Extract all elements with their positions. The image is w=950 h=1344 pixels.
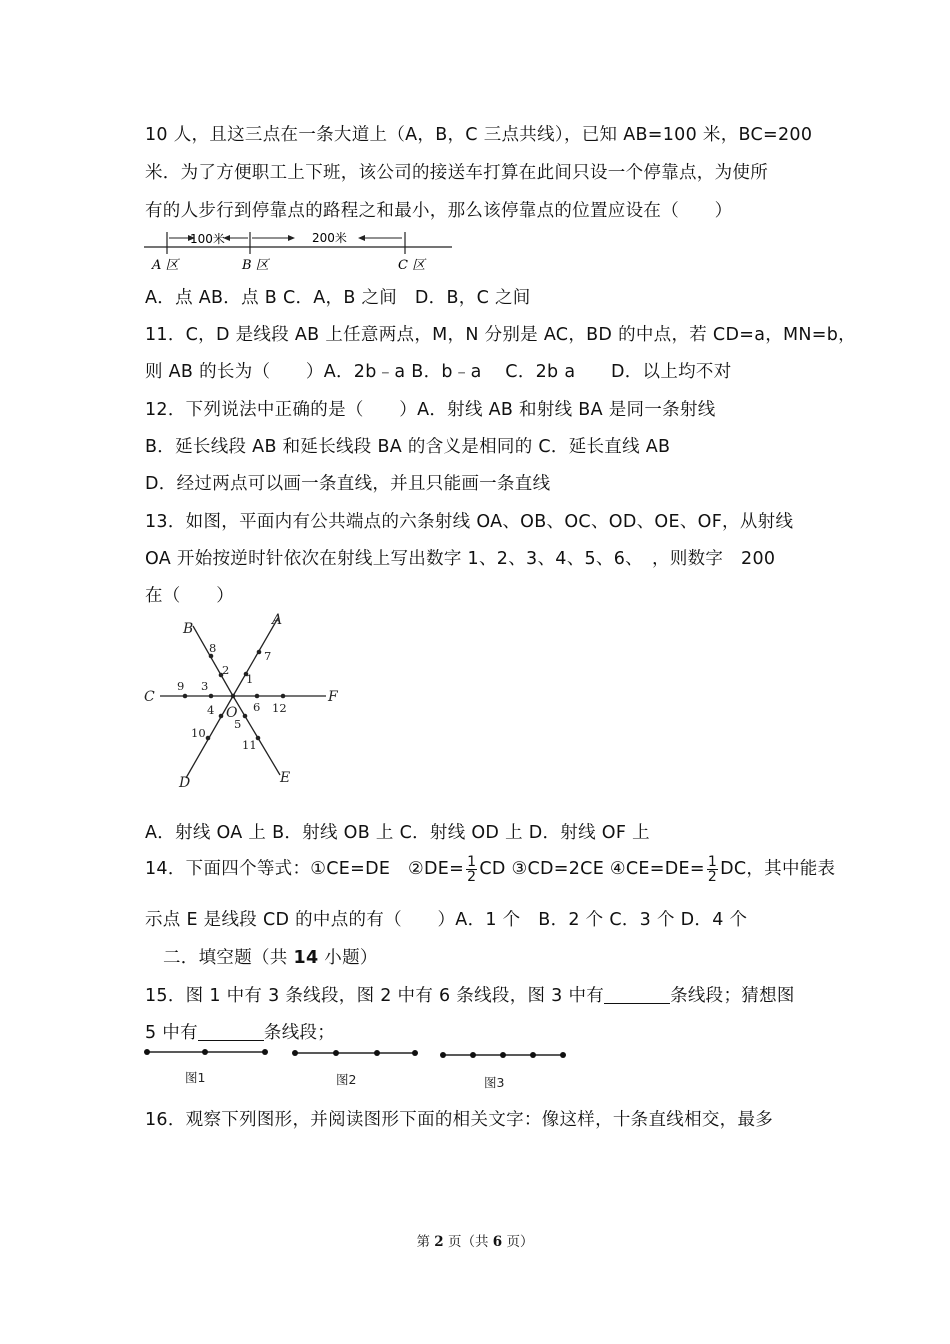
- text-line-3: 有的人步行到停靠点的路程之和最小，那么该停靠点的位置应设在（ ）: [145, 201, 733, 221]
- page-footer: [0, 1230, 950, 1250]
- label-a-zone: A 区: [152, 258, 179, 273]
- q15-text-a: 15．图 1 中有 3 条线段，图 2 中有 6 条线段，图 3 中有: [145, 986, 605, 1006]
- label-a: A: [272, 612, 283, 628]
- footer-page-number: 2: [434, 1234, 444, 1250]
- caption-fig2: 图2: [336, 1072, 357, 1087]
- num-9: 9: [177, 679, 185, 693]
- q12-line-2: B．延长线段 AB 和延长线段 BA 的含义是相同的 C．延长直线 AB: [145, 437, 671, 457]
- num-1: 1: [246, 672, 254, 686]
- section-suffix: 小题）: [318, 948, 378, 968]
- section-prefix: 二．填空题（共: [163, 948, 294, 968]
- label-e: E: [280, 770, 291, 786]
- label-d: D: [179, 775, 191, 790]
- num-10: 10: [191, 726, 206, 740]
- q10-options: A．点 AB．点 B C．A，B 之间 D．B，C 之间: [145, 288, 531, 308]
- fraction-one-half: [466, 855, 477, 884]
- q12-line-1: 12．下列说法中正确的是（ ）A．射线 AB 和射线 BA 是同一条射线: [145, 400, 716, 420]
- num-3: 3: [201, 679, 209, 693]
- label-c: C: [144, 689, 155, 705]
- q12-line-3: D．经过两点可以画一条直线，并且只能画一条直线: [145, 474, 551, 494]
- q14-line-1: [145, 852, 835, 886]
- label-o: O: [226, 705, 238, 721]
- label-b: B: [183, 621, 194, 637]
- label-100m: 100米: [190, 232, 225, 246]
- num-2: 2: [222, 663, 230, 677]
- q14-part2: CD ③CD=2CE ④CE=DE=: [479, 859, 705, 879]
- q13-options: A．射线 OA 上 B．射线 OB 上 C．射线 OD 上 D．射线 OF 上: [145, 823, 650, 843]
- fraction-numerator-2: 1: [707, 853, 718, 870]
- q15-line-2: [145, 1019, 335, 1044]
- fraction-one-half-2: [707, 855, 718, 884]
- num-8: 8: [209, 641, 217, 655]
- label-b-zone: B 区: [242, 258, 269, 273]
- label-200m: 200米: [312, 231, 347, 245]
- segments-figure: [140, 1042, 580, 1092]
- q15-line-1: [145, 982, 795, 1007]
- footer-total-pages: 6: [492, 1234, 503, 1250]
- footer-suffix: 页）: [502, 1234, 534, 1250]
- num-11: 11: [242, 738, 257, 752]
- label-f: F: [328, 689, 338, 705]
- road-figure: [140, 224, 460, 276]
- q14-part1: 14．下面四个等式：①CE=DE ②DE=: [145, 859, 465, 879]
- caption-fig3: 图3: [484, 1075, 505, 1090]
- q15-text-c: 5 中有: [145, 1023, 198, 1043]
- ray-ob: [193, 626, 233, 696]
- q13-line-1: 13．如图，平面内有公共端点的六条射线 OA、OB、OC、OD、OE、OF，从射线: [145, 512, 794, 532]
- footer-prefix: 第: [416, 1234, 435, 1250]
- q11-line-2: 则 AB 的长为（ ）A．2b﹣a B．b﹣a C．2b a D．以上均不对: [145, 362, 732, 382]
- q11-line-1: 11．C，D 是线段 AB 上任意两点，M，N 分别是 AC，BD 的中点，若 CD=a，MN=b，: [145, 325, 856, 345]
- q15-text-d: 条线段；: [263, 1023, 336, 1043]
- num-4: 4: [207, 703, 215, 717]
- six-rays-figure: [140, 610, 355, 790]
- num-12: 12: [272, 701, 287, 715]
- q16-line-1: 16．观察下列图形，并阅读图形下面的相关文字：像这样，十条直线相交，最多: [145, 1110, 774, 1130]
- num-6: 6: [253, 700, 261, 714]
- text-line-2: 米．为了方便职工上下班，该公司的接送车打算在此间只设一个停靠点，为使所: [145, 163, 768, 183]
- fraction-denominator: 2: [467, 868, 477, 885]
- q13-line-3: 在（ ）: [145, 586, 234, 606]
- section-heading: [163, 944, 378, 969]
- text-line-1: 10 人，且这三点在一条大道上（A，B，C 三点共线），已知 AB=100 米，BC=200: [145, 125, 813, 145]
- q14-line-2: 示点 E 是线段 CD 的中点的有（ ）A．1 个 B．2 个 C．3 个 D．4 个: [145, 910, 748, 930]
- footer-middle: 页（共: [443, 1234, 493, 1250]
- label-c-zone: C 区: [398, 258, 426, 273]
- fraction-denominator-2: 2: [707, 868, 718, 885]
- num-7: 7: [264, 649, 272, 663]
- answer-blank-1[interactable]: [604, 985, 670, 1004]
- q15-text-b: 条线段；猜想图: [670, 986, 795, 1006]
- fraction-numerator: 1: [467, 853, 477, 870]
- answer-blank-2[interactable]: [198, 1022, 264, 1041]
- q14-part3: DC，其中能表: [720, 859, 836, 879]
- q13-line-2: OA 开始按逆时针依次在射线上写出数字 1、2、3、4、5、6、 ，则数字 200: [145, 549, 776, 569]
- section-count: 14: [293, 948, 319, 968]
- caption-fig1: 图1: [185, 1070, 206, 1085]
- num-5: 5: [234, 717, 242, 731]
